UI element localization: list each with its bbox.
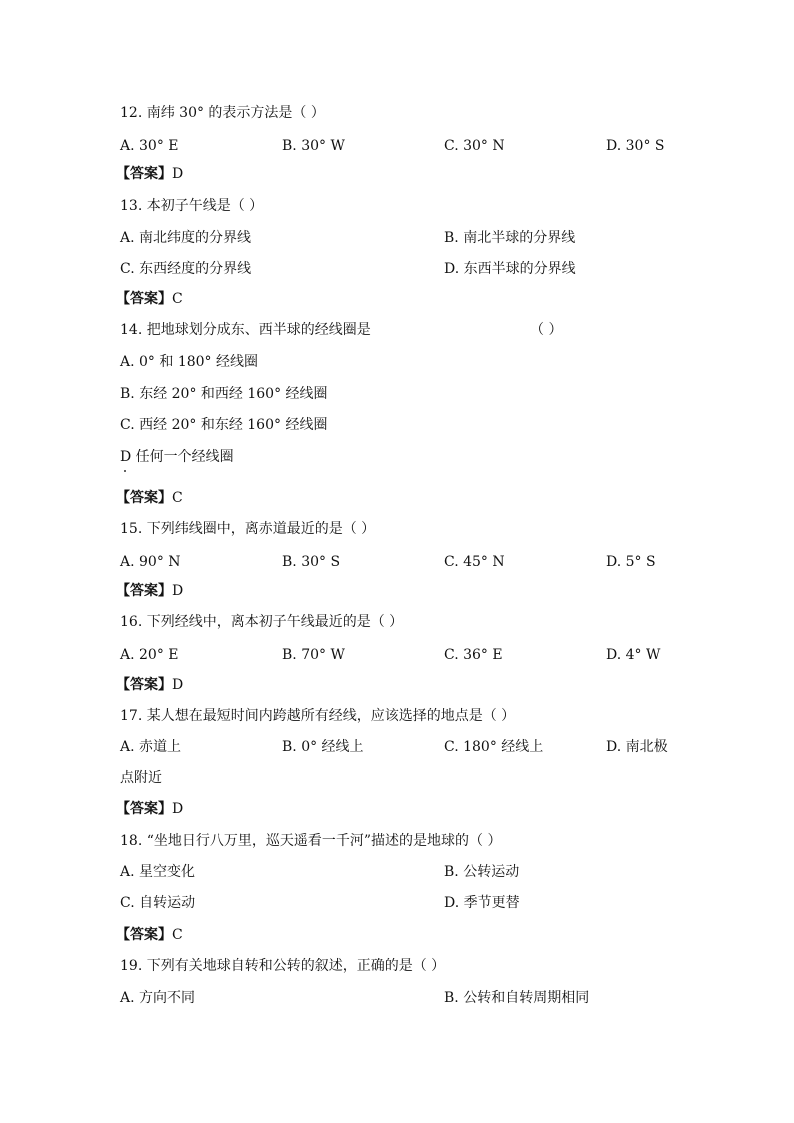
q14-option-d: D 任何一个经线圈 (120, 449, 234, 465)
question-14-stem: 14. 把地球划分成东、西半球的经线圈是 (120, 322, 371, 338)
question-15-stem: 15. 下列纬线圈中，离赤道最近的是（ ） (120, 521, 376, 537)
q13-option-d: D. 东西半球的分界线 (444, 261, 576, 277)
q17-option-b: B. 0° 经线上 (282, 739, 364, 755)
question-19-stem: 19. 下列有关地球自转和公转的叙述，正确的是（ ） (120, 958, 446, 974)
q13-option-a: A. 南北纬度的分界线 (120, 230, 252, 246)
q14-option-a: A. 0° 和 180° 经线圈 (120, 354, 258, 370)
q13-option-c: C. 东西经度的分界线 (120, 261, 252, 277)
q14-option-b: B. 东经 20° 和西经 160° 经线圈 (120, 386, 328, 402)
q13-answer: 【答案】C (116, 291, 183, 307)
q15-option-a: A. 90° N (120, 554, 181, 570)
q16-answer: 【答案】D (116, 677, 184, 693)
q18-option-a: A. 星空变化 (120, 864, 196, 880)
q15-option-d: D. 5° S (606, 554, 656, 570)
question-14-paren: （ ） (530, 322, 563, 338)
q12-option-a: A. 30° E (120, 138, 179, 154)
q17-option-a: A. 赤道上 (120, 739, 182, 755)
q18-answer: 【答案】C (116, 927, 183, 943)
q12-option-b: B. 30° W (282, 138, 345, 154)
q19-option-a: A. 方向不同 (120, 990, 196, 1006)
q15-option-c: C. 45° N (444, 554, 505, 570)
q19-option-b: B. 公转和自转周期相同 (444, 990, 590, 1006)
q18-option-b: B. 公转运动 (444, 864, 520, 880)
question-17-stem: 17. 某人想在最短时间内跨越所有经线，应该选择的地点是（ ） (120, 708, 516, 724)
q13-option-b: B. 南北半球的分界线 (444, 230, 576, 246)
q16-option-a: A. 20° E (120, 647, 179, 663)
q12-option-d: D. 30° S (606, 138, 665, 154)
q17-option-d-wrap: 点附近 (120, 770, 162, 786)
question-13-stem: 13. 本初子午线是（ ） (120, 198, 264, 214)
q16-option-c: C. 36° E (444, 647, 503, 663)
q16-option-d: D. 4° W (606, 647, 661, 663)
stray-dot (124, 470, 126, 472)
q14-answer: 【答案】C (116, 490, 183, 506)
q18-option-d: D. 季节更替 (444, 895, 520, 911)
q12-answer: 【答案】D (116, 166, 184, 182)
q15-answer: 【答案】D (116, 583, 184, 599)
q17-option-d: D. 南北极 (606, 739, 668, 755)
q17-answer: 【答案】D (116, 801, 184, 817)
question-16-stem: 16. 下列经线中，离本初子午线最近的是（ ） (120, 614, 404, 630)
q15-option-b: B. 30° S (282, 554, 341, 570)
question-12-stem: 12. 南纬 30° 的表示方法是（ ） (120, 105, 325, 121)
q17-option-c: C. 180° 经线上 (444, 739, 544, 755)
q16-option-b: B. 70° W (282, 647, 345, 663)
q18-option-c: C. 自转运动 (120, 895, 196, 911)
q14-option-c: C. 西经 20° 和东经 160° 经线圈 (120, 417, 328, 433)
question-18-stem: 18. “坐地日行八万里，巡天遥看一千河”描述的是地球的（ ） (120, 833, 502, 849)
q12-option-c: C. 30° N (444, 138, 505, 154)
